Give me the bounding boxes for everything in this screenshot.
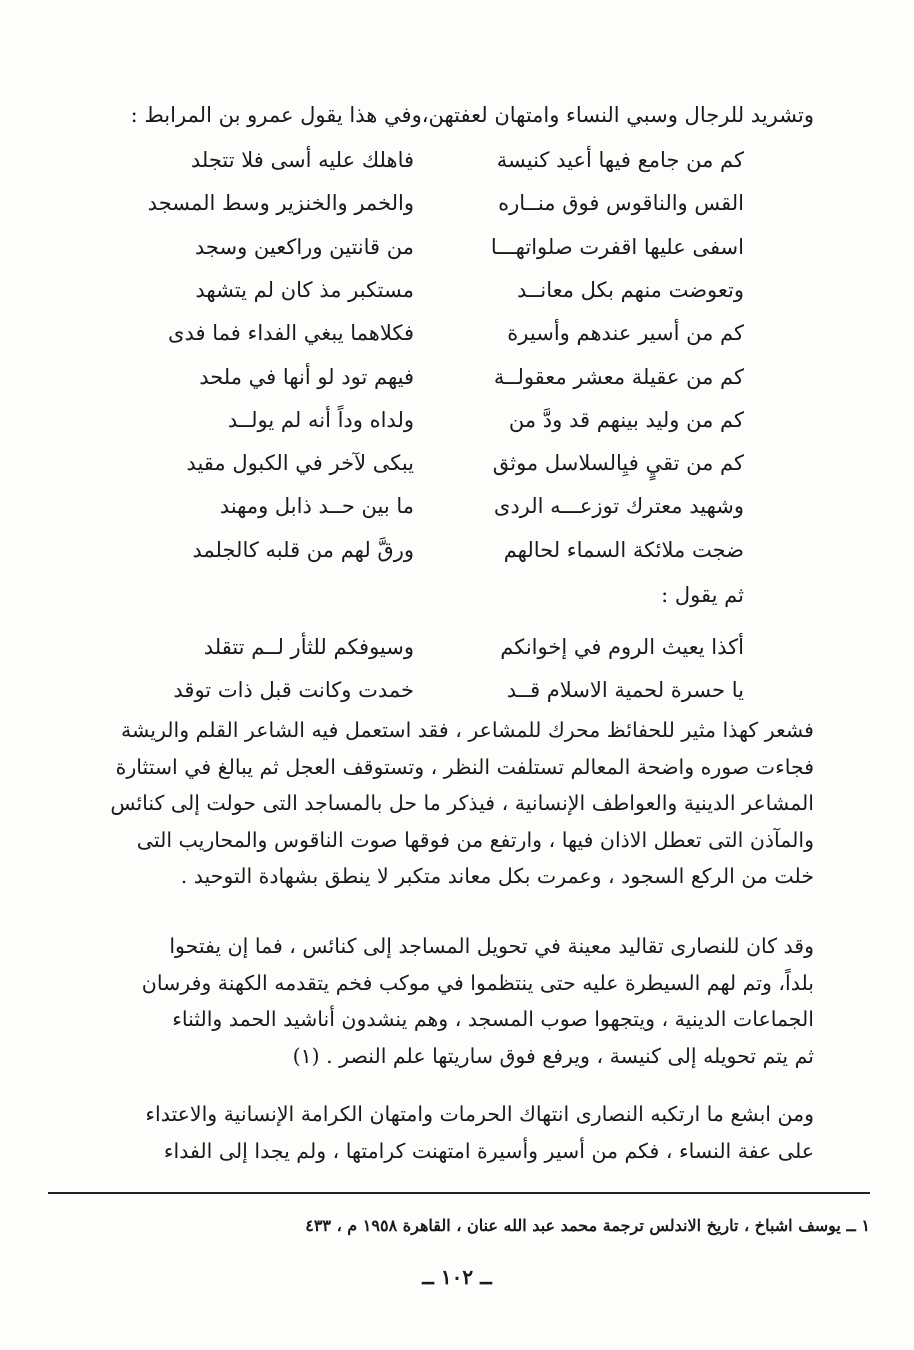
then-says-line: ثم يقول : [661,583,744,607]
paragraph-line: فجاءت صوره واضحة المعالم تستلفت النظر ، وتستوقف العجل ثم يبالغ في استثارة [115,754,814,779]
verse-first-hemistich: كم من تقيٍ فيِالسلاسل موثق [492,451,744,476]
verse-first-hemistich: كم من وليد بينهم قد ودَّ من [508,407,744,432]
verse-second-hemistich: مستكبر مذ كان لم يتشهد [195,277,414,302]
paragraph-1 [102,712,814,895]
verse-first-hemistich: ضجت ملائكة السماء لحالهم [503,537,744,562]
verse-second-hemistich: فكلاهما يبغي الفداء فما فدى [168,321,414,346]
footnote: ١ ــ يوسف اشباخ ، تاريخ الاندلس ترجمة محمد عبد الله عنان ، القاهرة ١٩٥٨ م ، ٤٣٣ [305,1216,870,1235]
verse-second-hemistich: وسيوفكم للثأر لــم تتقلد [203,635,414,659]
paragraph-line: خلت من الركع السجود ، وعمرت بكل معاند متكبر لا ينطق بشهادة التوحيد . [180,864,814,888]
verse-second-hemistich: والخمر والخنزير وسط المسجد [147,191,414,216]
paragraph-line: والمآذن التى تعطل الاذان فيها ، وارتفع من فوقها صوت الناقوس والمحاريب التى [136,827,814,852]
verse-second-hemistich: ورقَّ لهم من قلبه كالجلمد [192,537,414,562]
paragraph-line: على عفة النساء ، فكم من أسير وأسيرة امتهنت كرامتها ، ولم يجدا إلى الفداء [163,1138,814,1163]
paragraph-2 [102,928,814,1074]
verse-second-hemistich: يبكى لآخر في الكبول مقيد [186,451,414,476]
verse-second-hemistich: فاهلك عليه أسى فلا تتجلد [190,148,414,172]
verse-first-hemistich: وشهيد معترك توزعـــه الردى [493,494,744,519]
verse-second-hemistich: ولداه وداً أنه لم يولــد [227,407,414,432]
verse-second-hemistich: خمدت وكانت قبل ذات توقد [173,678,414,702]
paragraph-line: فشعر كهذا مثير للحفائظ محرك للمشاعر ، فقد استعمل فيه الشاعر القلم والريشة [121,718,814,742]
paragraph-line: المشاعر الدينية والعواطف الإنسانية ، فيذكر ما حل بالمساجد التى حولت إلى كنائس [110,791,814,815]
verse-second-hemistich: من قانتين وراكعين وسجد [194,234,414,259]
paragraph-line: وقد كان للنصارى تقاليد معينة في تحويل المساجد إلى كنائس ، فما إن يفتحوا [169,934,814,958]
footnote-divider [48,1192,870,1194]
verse-first-hemistich: وتعوضت منهم بكل معانــد [517,277,744,302]
verse-first-hemistich: كم من أسير عندهم وأسيرة [507,321,744,346]
page-number: ــ ١٠٢ ــ [422,1265,492,1289]
verse-second-hemistich: ما بين حــد ذابل ومهند [219,494,414,519]
paragraph-3 [102,1096,814,1169]
verse-first-hemistich: كم من جامع فيها أعيد كنيسة [496,148,744,172]
verse-first-hemistich: أكذا يعيث الروم في إخوانكم [500,635,744,659]
verse-first-hemistich: اسفى عليها اقفرت صلواتهـــا [490,234,744,259]
verse-second-hemistich: فيهم تود لو أنها في ملحد [199,364,414,389]
paragraph-line: ومن ابشع ما ارتكبه النصارى انتهاك الحرمات وامتهان الكرامة الإنسانية والاعتداء [145,1102,814,1126]
paragraph-line: بلداً، وتم لهم السيطرة عليه حتى ينتظموا في موكب فخم يتقدمه الكهنة وفرسان [141,970,814,995]
paragraph-line: ثم يتم تحويله إلى كنيسة ، ويرفع فوق ساريتها علم النصر . (١) [292,1043,814,1068]
verse-first-hemistich: يا حسرة لحمية الاسلام قــد [506,678,744,702]
verse-first-hemistich: كم من عقيلة معشر معقولــة [493,364,744,389]
verse-first-hemistich: القس والناقوس فوق منــاره [498,191,744,216]
intro-line: وتشريد للرجال وسبي النساء وامتهان لعفتهن،وفي هذا يقول عمرو بن المرابط : [130,103,814,127]
paragraph-line: الجماعات الدينية ، ويتجهوا صوب المسجد ، وهم ينشدون أناشيد الحمد والثناء [172,1007,814,1031]
